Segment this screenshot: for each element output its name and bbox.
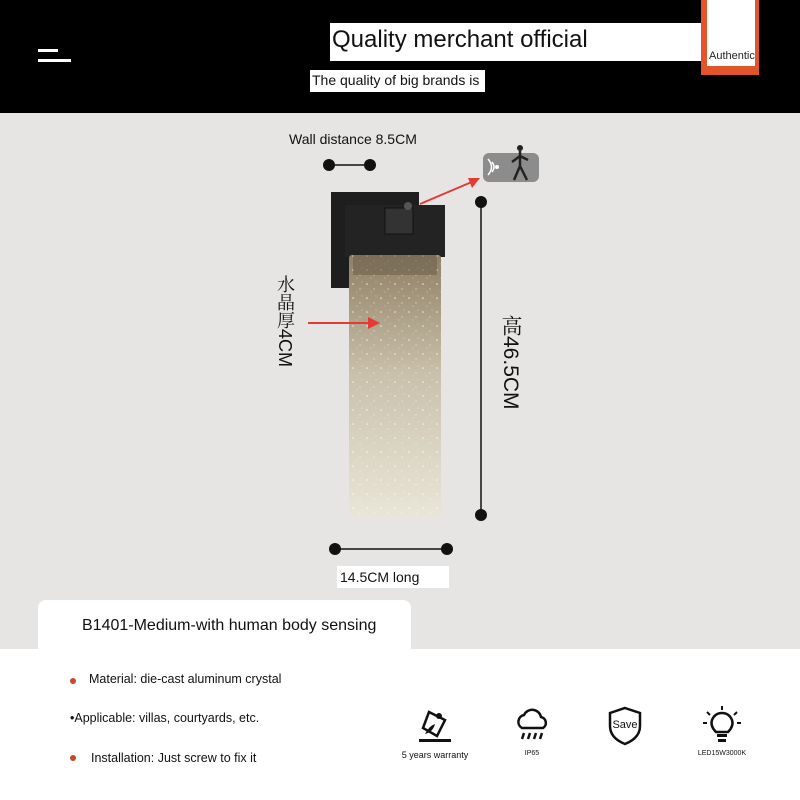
human-sensor-icon [483,145,539,182]
crystal-arrow [308,317,380,329]
sensor-arrow [420,178,480,204]
authentic-badge-label: Authentic [709,50,755,62]
height-label: 高46.5CM [499,315,522,410]
page-subtitle: The quality of big brands is [312,72,480,88]
feature-led-label: LED15W3000K [697,750,747,757]
feature-warranty [395,706,475,760]
feature-ip65-label: IP65 [524,750,540,757]
length-label: 14.5CM long [340,569,420,585]
light-bulb-icon [702,706,742,746]
wall-distance-label: Wall distance 8.5CM [289,131,417,147]
spec-installation: Installation: Just screw to fix it [91,751,257,765]
height-dimension [475,196,487,521]
spec-applicable: •Applicable: villas, courtyards, etc. [70,711,260,725]
spec-bullet [70,678,76,684]
feature-warranty-label: 5 years warranty [401,750,469,760]
feature-ip65 [492,706,572,757]
spec-bullet [70,755,76,761]
crystal-bubbles [349,255,441,517]
spec-material: Material: die-cast aluminum crystal [89,672,282,686]
feature-save [585,706,665,746]
warranty-icon [415,706,455,746]
wall-distance-dimension [323,159,376,171]
crystal-shadow [353,255,437,275]
sensor-dot [404,202,412,210]
crystal-thickness-label: 水晶厚4CM [275,275,295,368]
feature-led [682,706,762,757]
feature-save-text: Save [612,719,638,731]
sensor-housing [385,208,413,234]
model-name: B1401-Medium-with human body sensing [82,617,377,634]
rain-cloud-icon [512,706,552,746]
page-title: Quality merchant official [332,26,588,53]
length-dimension [329,543,453,555]
